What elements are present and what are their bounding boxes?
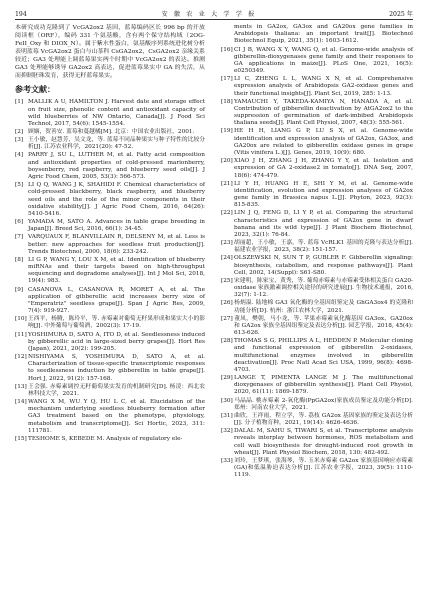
reference-number: [9] [15, 286, 24, 293]
reference-item [221, 210, 413, 239]
reference-item [15, 234, 205, 256]
reference-number: [18] [221, 98, 233, 105]
reference-number: [31] [221, 412, 233, 419]
reference-number: [28] [221, 338, 233, 345]
reference-item [15, 99, 205, 128]
reference-text: LI G P, WANG Y, LOU X M, et al. Identification of blueberry miRNAs and their targets based on high-throughput sequencing and degradome analyses[J]. Int J Mol Sci, 2018, 19(4): 983. [28, 256, 205, 285]
reference-item [15, 436, 205, 443]
reference-number: [10] [15, 316, 27, 323]
page-number: 194 [15, 11, 27, 18]
reference-text: OLSZEWSKI N, SUN T P, GUBLER F. Gibberellin signaling: biosynthesis, catabolism, and response pathways[J]. Plant Cell, 2002, 14(Suppl): S61-S80. [234, 255, 413, 276]
reference-item [15, 384, 205, 398]
reference-item [221, 128, 413, 157]
reference-text: LI C, ZHENG L L, WANG X N, et al. Comprehensive expression analysis of Arabidopsis GA2-oxidase genes and their functional insights[J]. Plant Sci, 2019, 285: 1-13. [234, 76, 413, 97]
reference-text: LIN J Q, FENG D, LI Y P, et al. Comparing the structural characteristics and expression of GA2ox gene in dwarf banana and its wild type[J]. J Plant Biochem Biotechnol, 2023, 32(1): 76-84. [234, 210, 413, 238]
reference-text: YOSHIMURA D, SATO A, ITO D, et al. Seedlessness induced by gibberellic acid in large-sized berry grapes[J]. Hort Res (Japan), 2021, 20(2): 199-205. [28, 331, 205, 352]
reference-item [15, 354, 205, 383]
journal-name: 安 徽 农 业 大 学 学 报 [161, 11, 255, 18]
reference-item [221, 338, 413, 374]
reference-number: [22] [221, 210, 233, 217]
right-column [221, 24, 413, 480]
reference-item [221, 76, 413, 98]
reference-number: [3] [15, 137, 24, 144]
reference-item [15, 399, 205, 435]
reference-text: PARRY J, SU L, LUTHER M, et al. Fatty acid composition and antioxidant properties of cold-pressed marionberry, boysenberry, red raspberry, and blueberry seed oils[J]. J Agric Food Chem, 2005, 53(3): 566-573. [28, 152, 205, 181]
references-heading: 参考文献： [15, 85, 55, 95]
reference-number: [25] [221, 277, 233, 284]
reference-item [15, 316, 205, 330]
reference-number: [13] [15, 383, 27, 390]
reference-number: [17] [221, 76, 233, 83]
reference-item [221, 255, 413, 277]
reference-number: [14] [15, 399, 27, 406]
reference-text: MALLIK A U, HAMILTON J. Harvest date and storage effect on fruit size, phenolic content and antioxidant capacity of wild blueberries of NW Ontario, Canada[J]. J Food Sci Technol, 2017, 54(6): 1545-1554. [28, 99, 205, 127]
reference-number: [15] [15, 435, 27, 442]
reference-text: 顾姻，贺善安. 蓝莓和蔓越橘[M]. 北京：中国农业出版社，2001. [28, 129, 195, 136]
reference-number: [26] [221, 300, 233, 307]
reference-item [15, 287, 205, 316]
reference-text: 董凤，樊朝，马小龙，等. 苹果赤霉素氧化酶基因 GA3ox、GA20ox 和 GA2ox 家族全基因组鉴定及表达分析[J]. 园艺学报，2018, 45(4): 613-626. [234, 315, 413, 337]
reference-item [221, 24, 413, 46]
reference-number: [27] [221, 315, 233, 322]
reference-number: [19] [221, 128, 233, 135]
reference-number: [32] [221, 428, 233, 435]
running-header [15, 6, 413, 18]
reference-text: ments in GA2ox, GA3ox and GA20ox gene families in Arabidopsis thaliana: an important trait[J]. Biotechnol Biotechnol Equip, 2021, 35(1): 1603-1612. [234, 24, 413, 45]
reference-item [15, 257, 205, 286]
reference-number: [29] [221, 375, 233, 382]
reference-item [221, 428, 413, 457]
reference-number: [5] [15, 182, 24, 189]
reference-number: [6] [15, 219, 24, 226]
reference-text: YAMAUCHI Y, TAKEDA-KAMIYA N, HANADA A, et al. Contribution of gibberellin deactivation by AtGA2ox2 to the suppression of germination of dark-imbibed Arabidopsis thaliana seeds[J]. Plant Cell Physiol, 2007, 48(3): 555-561. [234, 98, 413, 127]
header-rule [15, 19, 413, 20]
reference-text: DALAL M, SAHU S, TIWARI S, et al. Transcriptome analysis reveals interplay between hormones, ROS metabolism and cell wall biosynthesis for drought-induced root growth in wheat[J]. Plant Physiol Biochem, 2018, 130: 482-492. [234, 428, 413, 456]
reference-text: CI J B, WANG X Y, WANG Q, et al. Genome-wide analysis of gibberellin-dioxygenases gene family and their responses to GA applications in maize[J]. PLoS One, 2021, 16(5): e0250349. [234, 46, 413, 75]
reference-text: 王小敏，赵慧芳，吴文龙，等. 蓝莓不同品种果实与种子特性的比较分析[J]. 江苏农业科学，2021(20): 47-52. [28, 137, 205, 151]
reference-text: LANGE T, PIMENTA LANGE M J. The multifunctional dioxygenases of gibberellin synthesis[J]. Plant Cell Physiol, 2020, 61(11): 1869-1879. [234, 375, 413, 396]
reference-number: [24] [221, 255, 233, 262]
reference-text: 宋建明，陈家宝，黄秀，等. 葡萄赤霉素与赤霉素受体相关蛋白 GA20-oxidase 家族激素调控相关途径的研究进展[J]. 生物技术通报，2016, 32(7): 1-12. [234, 277, 413, 299]
reference-number: [21] [221, 180, 233, 187]
reference-number: [7] [15, 234, 24, 241]
reference-item [221, 300, 413, 314]
reference-number: [2] [15, 129, 24, 136]
reference-text: VARQUAUX F, BLANVILLAIN R, DELSENY M, et al. Less is better: new approaches for seedless fruit production[J]. Trends Biotechnol, 2000, 18(6): 233-242. [28, 234, 205, 255]
references-list-left [15, 99, 205, 443]
reference-number: [1] [15, 99, 24, 106]
reference-item [221, 458, 413, 480]
reference-item [15, 182, 205, 218]
reference-item [221, 398, 413, 412]
reference-text: THOMAS S G, PHILLIPS A L, HEDDEN P. Molecular cloning and functional expression of gibberellin 2-oxidases, multifunctional enzymes involved in gibberellin deactivation[J]. Proc Natl Acad Sci USA, 1999, 96(8): 4698-4703. [234, 338, 413, 373]
reference-number: [20] [221, 158, 233, 165]
reference-number: [12] [15, 354, 27, 361]
reference-item [15, 219, 205, 233]
reference-item [15, 129, 205, 136]
reference-item [221, 278, 413, 300]
reference-text: LI Y H, HUANG H E, SHI Y M, et al. Genome-wide identification, evolution and expression analyses of GA2ox gene family in Brassica napus L.[J]. Phyton, 2023, 92(3): 815-835. [234, 180, 413, 209]
reference-text: CASANOVA L, CASANOVA R, MORET A, et al. The application of gibberellic acid increases berry size of "Emperatriz" seedless grape[J]. Span J Agric Res, 2009, 7(4): 919-927. [28, 286, 205, 315]
reference-item [221, 99, 413, 128]
reference-number: [8] [15, 256, 24, 263]
reference-text: LI Q Q, WANG J K, SHAHIDI F. Chemical characteristics of cold-pressed blackberry, black raspberry, and blueberry seed oils and the role of the minor components in their oxidative stability[J]. J Agric Food Chem, 2016, 64(26): 5410-5416. [28, 182, 205, 217]
year: 2025 年 [389, 11, 413, 18]
reference-item [221, 375, 413, 397]
references-list-right [221, 24, 413, 479]
reference-text: 杨炳温. 陆地棉 GA3 氧化酶的全基因组鉴定及 GhGA3ox4 的克隆和功能分析[D]. 杭州：浙江农林大学，2021. [234, 300, 413, 314]
reference-item [221, 181, 413, 210]
reference-text: HE H H, LIANG G P, LU S X, et al. Genome-wide identification and expression analysis of GA2ox, GA3ox, and GA20ox are related to gibberellin oxidase genes in grape (Vitis vinifera L.)[J]. Genes, 2019, 10(9): 680. [234, 128, 413, 157]
reference-item [15, 152, 205, 181]
reference-text: NISHIYAMA S, YOSHIMURA D, SATO A, et al. Characterization of tissue-specific transcriptomic responses to seedlessness induction by gibberellin in table grape[J]. Hort J, 2022, 91(2): 157-168. [28, 354, 205, 382]
reference-text: WANG X M, WU Y Q, HU L C, et al. Elucidation of the mechanism underlying seedless blueberry formation after GA3 treatment based on the phenotype, physiology, metabolism and transcriptome[J]. Sci Hortic, 2023, 311: 111781. [28, 399, 205, 434]
reference-text: TESHOME S, KEBEDE M. Analysis of regulatory ele- [28, 435, 183, 442]
reference-text: 刘玲，王梦琪，张海琴，等. 玉米赤霉素 GA2ox 家族基因响应赤霉素(GA)和低温胁迫表达分析[J]. 江苏农业学报，2023, 39(5): 1110-1119. [234, 457, 413, 479]
reference-text: 马晶晶. 桃赤霉素 2-氧化酶(PpGA2ox)家族成员鉴定及功能分析[D]. 郑州：河南农业大学，2021. [234, 397, 413, 411]
reference-item [15, 137, 205, 151]
reference-text: YAMADA M, SATO A. Advances in table grape breeding in Japan[J]. Breed Sci, 2016, 66(1): 34-45. [28, 219, 205, 233]
conclusion-paragraph: 本研究成功克隆到了 VcGA2ox2 基因，蓝莓编码区长 996 bp 的开放阅读框（ORF），编码 331 个氨基酸，含有两个保守结构域（2OG-FeII_Oxy 和 DIOX_N）。属于紫水性蛋白，氨基酸序列系统进化树分析表明蓝莓 VcGA2ox2 蛋白与山茶科 CsGA2ox2、CsGA2ox2 亲缘关系较近；GA3 处理能上调蓝莓果实两个时期中 VcGA2ox2 的表达。推测 GA3 处理能够诱导 GA2ox2 高表达，促进蓝莓果实中 GA 的失活，从而抑制胚珠发育，获得无籽蓝莓果实。 [15, 24, 205, 80]
reference-item [221, 413, 413, 427]
reference-text: 曲欣，王祥雨，程立学，等. 荔枝 GA2ox 基因家族的鉴定及表达分析[J]. 分子植物育种，2021, 19(14): 4626-4636. [234, 412, 413, 427]
reference-number: [11] [15, 331, 27, 338]
reference-item [221, 158, 413, 180]
reference-item [221, 316, 413, 338]
reference-number: [23] [221, 240, 233, 247]
reference-text: 王会强. 赤霉素调控无籽葡萄果实发育的机制研究[D]. 杨凌：西北农林科技大学，2021. [28, 383, 205, 397]
reference-text: XIAO J H, ZHANG J H, ZHANG Y Y, et al. Isolation and expression of GA 2-oxidase2 in tomato[J]. DNA Seq, 2007, 18(6): 474-479. [234, 158, 413, 179]
reference-number: [16] [221, 46, 233, 53]
reference-number: [30] [221, 397, 233, 404]
reference-number: [4] [15, 152, 24, 159]
reference-text: 胡丽超，王小敏，王嘉，等. 蓝莓 VcRLK1 基因的克隆与表达分析[J]. 福建农业学报，2023, 38(2): 151-157. [234, 240, 413, 254]
reference-item [221, 240, 413, 254]
reference-item [15, 332, 205, 354]
reference-number: [33] [221, 457, 233, 464]
reference-text: 王西平，杨腾，陈玲平，等. 赤霉素对葡萄无籽果形成和果实大小的影响[J]. 中外葡萄与葡萄酒，2002(3): 17-19. [28, 316, 205, 330]
left-column [15, 24, 205, 444]
reference-item [221, 47, 413, 76]
